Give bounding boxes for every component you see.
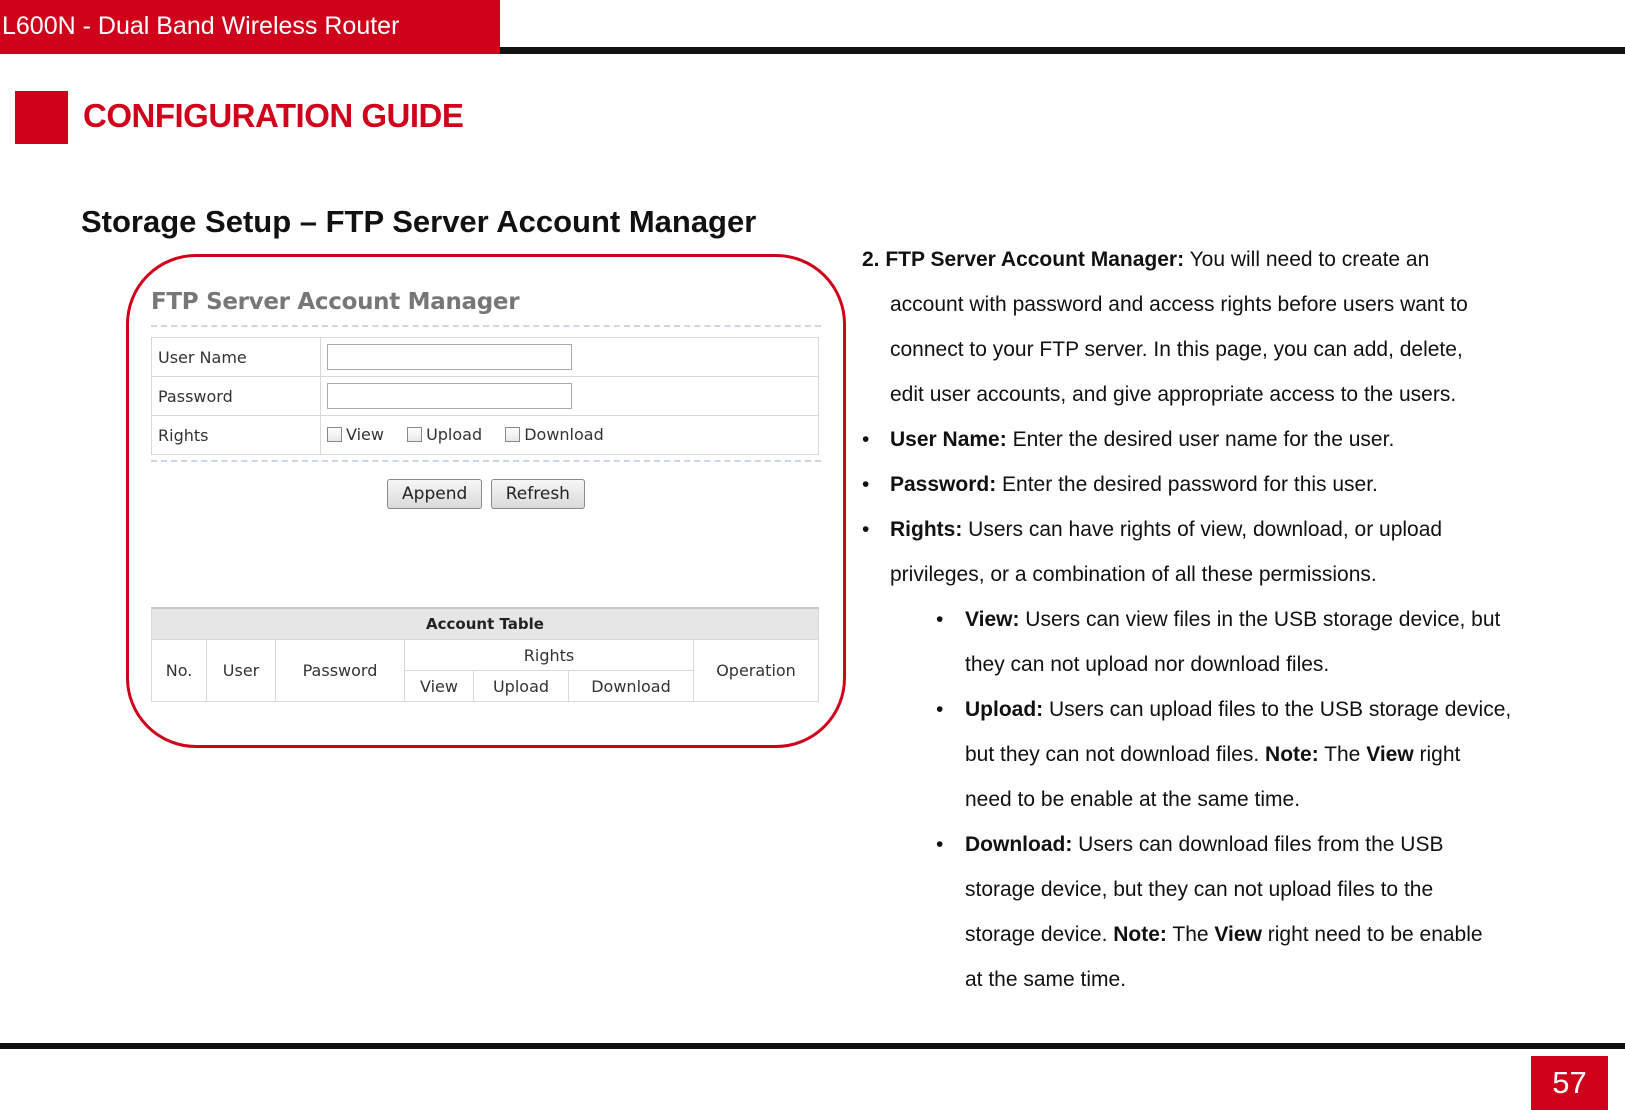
bullet-text: but they can not download files. bbox=[965, 743, 1266, 766]
bullet-text bbox=[862, 912, 1562, 957]
screenshot-panel bbox=[126, 254, 846, 748]
ftp-page-title: FTP Server Account Manager bbox=[151, 289, 520, 315]
checkbox-icon bbox=[327, 427, 342, 442]
col-rights-view: View bbox=[405, 671, 474, 702]
bullet-text: privileges, or a combination of all these permissions. bbox=[890, 563, 1377, 586]
bullet-term: User Name: bbox=[890, 428, 1007, 451]
bullet-text: The bbox=[1166, 923, 1215, 946]
bullet-download bbox=[862, 822, 1562, 867]
user-name-input[interactable] bbox=[327, 344, 572, 370]
user-name-label: User Name bbox=[152, 338, 321, 377]
bullet-icon: • bbox=[936, 698, 944, 721]
refresh-button[interactable]: Refresh bbox=[491, 479, 585, 509]
bullet-term: Upload: bbox=[965, 698, 1044, 721]
bullet-term: View: bbox=[965, 608, 1020, 631]
append-button[interactable]: Append bbox=[387, 479, 482, 509]
view-checkbox[interactable] bbox=[327, 425, 384, 444]
divider bbox=[151, 460, 821, 462]
guide-marker bbox=[15, 91, 68, 144]
header-rule bbox=[500, 47, 1625, 54]
intro-text: account with password and access rights before users want to bbox=[890, 293, 1468, 316]
bullet-text: The bbox=[1318, 743, 1367, 766]
col-rights-download: Download bbox=[569, 671, 694, 702]
upload-checkbox-label: Upload bbox=[426, 424, 483, 444]
bullet-user-name bbox=[862, 417, 1562, 462]
bullet-text: Enter the desired user name for the user. bbox=[1006, 428, 1395, 451]
col-rights: Rights bbox=[405, 640, 694, 671]
checkbox-icon bbox=[407, 427, 422, 442]
note-label: Note: bbox=[1265, 743, 1319, 766]
note-label: Note: bbox=[1113, 923, 1167, 946]
divider bbox=[151, 325, 821, 327]
upload-checkbox[interactable] bbox=[407, 425, 482, 444]
col-no: No. bbox=[152, 640, 207, 702]
bullet-text: storage device, but they can not upload files to the bbox=[965, 878, 1434, 901]
bullet-text: storage device. bbox=[965, 923, 1114, 946]
view-term: View bbox=[1366, 743, 1414, 766]
intro-line bbox=[862, 237, 1562, 282]
intro-heading: 2. FTP Server Account Manager: bbox=[862, 248, 1185, 271]
bullet-icon: • bbox=[936, 833, 944, 856]
intro-text: edit user accounts, and give appropriate access to the users. bbox=[890, 383, 1457, 406]
product-title: L600N - Dual Band Wireless Router bbox=[2, 12, 400, 40]
guide-title: CONFIGURATION GUIDE bbox=[83, 97, 464, 134]
bullet-password bbox=[862, 462, 1562, 507]
form-row-user-name bbox=[152, 338, 819, 377]
bullet-text bbox=[862, 732, 1562, 777]
bullet-text: they can not upload nor download files. bbox=[965, 653, 1330, 676]
form-row-password bbox=[152, 377, 819, 416]
bullet-icon: • bbox=[862, 518, 870, 541]
col-rights-upload: Upload bbox=[474, 671, 569, 702]
bullet-text: Enter the desired password for this user. bbox=[996, 473, 1378, 496]
account-table-caption: Account Table bbox=[152, 608, 819, 640]
col-operation: Operation bbox=[694, 640, 819, 702]
col-user: User bbox=[207, 640, 276, 702]
account-table bbox=[151, 607, 819, 702]
bullet-upload bbox=[862, 687, 1562, 732]
bullet-text: right need to be enable bbox=[1261, 923, 1483, 946]
description bbox=[862, 237, 1562, 1002]
intro-text: connect to your FTP server. In this page, you can add, delete, bbox=[890, 338, 1463, 361]
form-row-rights bbox=[152, 416, 819, 455]
button-row bbox=[151, 479, 821, 509]
col-password: Password bbox=[276, 640, 405, 702]
bullet-icon: • bbox=[862, 428, 870, 451]
bullet-text: Users can have rights of view, download, or upload bbox=[962, 518, 1443, 541]
footer-rule bbox=[0, 1043, 1625, 1049]
intro-text: You will need to create an bbox=[1184, 248, 1430, 271]
bullet-text: Users can upload files to the USB storage device, bbox=[1043, 698, 1512, 721]
bullet-rights bbox=[862, 507, 1562, 552]
bullet-term: Download: bbox=[965, 833, 1073, 856]
bullet-term: Rights: bbox=[890, 518, 963, 541]
view-checkbox-label: View bbox=[346, 424, 384, 444]
bullet-text: Users can view files in the USB storage device, but bbox=[1019, 608, 1501, 631]
bullet-text: right bbox=[1413, 743, 1461, 766]
password-label: Password bbox=[152, 377, 321, 416]
section-title: Storage Setup – FTP Server Account Manager bbox=[81, 204, 757, 239]
bullet-text: need to be enable at the same time. bbox=[965, 788, 1301, 811]
page-number: 57 bbox=[1531, 1056, 1608, 1110]
bullet-icon: • bbox=[862, 473, 870, 496]
bullet-text: at the same time. bbox=[965, 968, 1127, 991]
product-title-tab bbox=[0, 0, 500, 54]
account-form bbox=[151, 337, 819, 455]
checkbox-icon bbox=[505, 427, 520, 442]
download-checkbox[interactable] bbox=[505, 425, 604, 444]
password-input[interactable] bbox=[327, 383, 572, 409]
rights-label: Rights bbox=[152, 416, 321, 455]
bullet-icon: • bbox=[936, 608, 944, 631]
bullet-view bbox=[862, 597, 1562, 642]
bullet-text: Users can download files from the USB bbox=[1072, 833, 1444, 856]
view-term: View bbox=[1214, 923, 1262, 946]
bullet-term: Password: bbox=[890, 473, 997, 496]
download-checkbox-label: Download bbox=[524, 424, 604, 444]
